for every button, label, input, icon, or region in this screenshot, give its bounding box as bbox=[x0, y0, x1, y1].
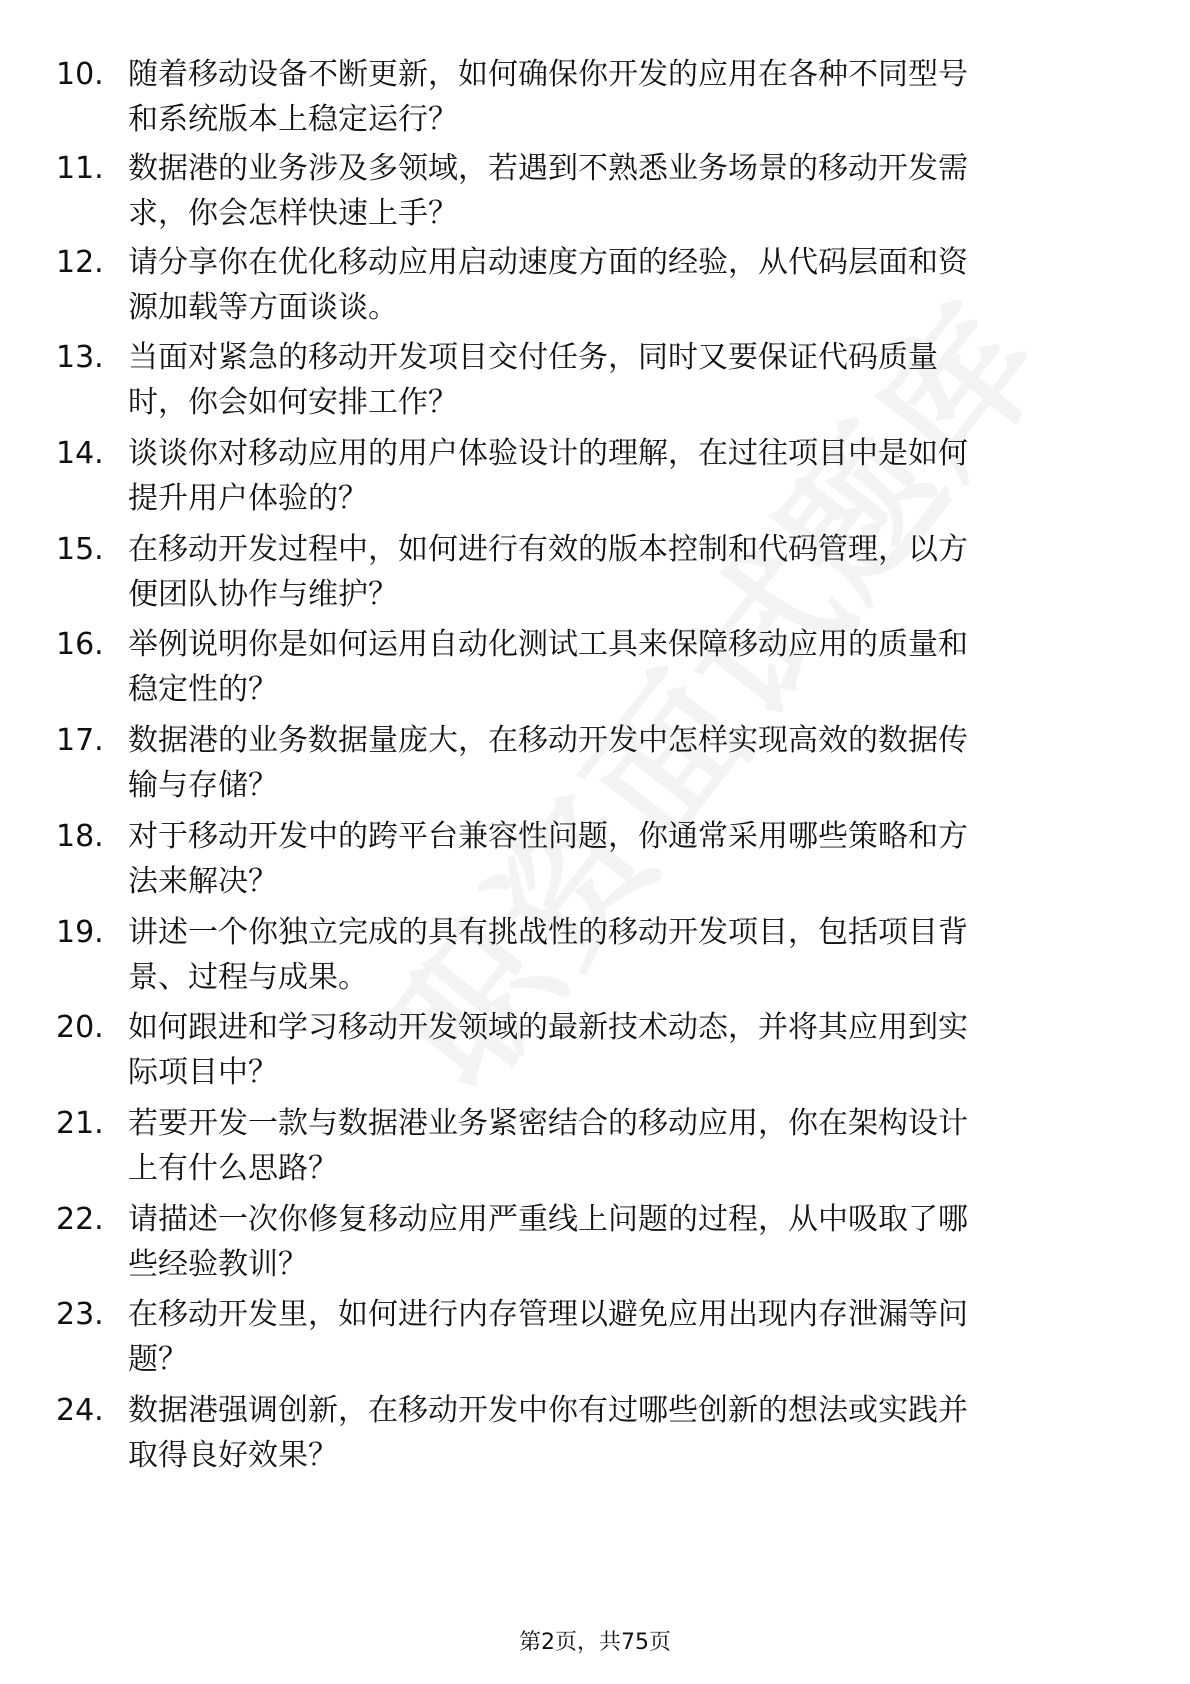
question-number: 18. bbox=[56, 819, 104, 854]
question-text-line: 题？ bbox=[128, 1342, 188, 1377]
question-text bbox=[128, 910, 1188, 1000]
question-text bbox=[128, 1388, 1188, 1478]
question-text-line: 景、过程与成果。 bbox=[128, 960, 368, 995]
question-item bbox=[56, 1388, 1116, 1478]
question-number: 15. bbox=[56, 532, 104, 567]
question-item bbox=[56, 622, 1116, 712]
question-text-line: 便团队协作与维护？ bbox=[128, 577, 398, 612]
question-text bbox=[128, 622, 1188, 712]
question-text bbox=[128, 1101, 1188, 1191]
page-footer: 第2页，共75页 bbox=[519, 1630, 671, 1655]
question-number: 21. bbox=[56, 1106, 104, 1141]
question-text-line: 谈谈你对移动应用的用户体验设计的理解，在过往项目中是如何 bbox=[128, 436, 968, 471]
question-text-line: 些经验教训？ bbox=[128, 1247, 308, 1282]
question-text-line: 在移动开发里，如何进行内存管理以避免应用出现内存泄漏等问 bbox=[128, 1297, 968, 1332]
question-item bbox=[56, 431, 1116, 521]
question-text-line: 举例说明你是如何运用自动化测试工具来保障移动应用的质量和 bbox=[128, 627, 968, 662]
question-item bbox=[56, 1292, 1116, 1382]
question-text-line: 上有什么思路？ bbox=[128, 1151, 338, 1186]
question-text-line: 取得良好效果？ bbox=[128, 1438, 338, 1473]
question-text bbox=[128, 431, 1188, 521]
question-text-line: 当面对紧急的移动开发项目交付任务，同时又要保证代码质量 bbox=[128, 340, 938, 375]
question-text-line: 法来解决？ bbox=[128, 864, 278, 899]
question-text bbox=[128, 1197, 1188, 1287]
question-number: 16. bbox=[56, 627, 104, 662]
question-text-line: 时，你会如何安排工作？ bbox=[128, 385, 458, 420]
question-number: 13. bbox=[56, 340, 104, 375]
question-text-line: 请分享你在优化移动应用启动速度方面的经验，从代码层面和资 bbox=[128, 245, 968, 280]
question-text-line: 在移动开发过程中，如何进行有效的版本控制和代码管理，以方 bbox=[128, 532, 968, 567]
question-text-line: 对于移动开发中的跨平台兼容性问题，你通常采用哪些策略和方 bbox=[128, 819, 968, 854]
question-item bbox=[56, 814, 1116, 904]
question-item bbox=[56, 335, 1116, 425]
question-text-line: 如何跟进和学习移动开发领域的最新技术动态，并将其应用到实 bbox=[128, 1010, 968, 1045]
question-number: 20. bbox=[56, 1010, 104, 1045]
question-text-line: 讲述一个你独立完成的具有挑战性的移动开发项目，包括项目背 bbox=[128, 915, 968, 950]
question-text bbox=[128, 814, 1188, 904]
question-text-line: 数据港的业务涉及多领域，若遇到不熟悉业务场景的移动开发需 bbox=[128, 151, 968, 186]
question-text-line: 求，你会怎样快速上手？ bbox=[128, 196, 458, 231]
question-number: 23. bbox=[56, 1297, 104, 1332]
question-number: 11. bbox=[56, 151, 104, 186]
question-text bbox=[128, 1292, 1188, 1382]
question-text bbox=[128, 52, 1188, 142]
question-item bbox=[56, 240, 1116, 330]
question-text bbox=[128, 240, 1188, 330]
question-item bbox=[56, 146, 1116, 236]
question-item bbox=[56, 52, 1116, 142]
question-text-line: 和系统版本上稳定运行？ bbox=[128, 102, 458, 137]
question-item bbox=[56, 910, 1116, 1000]
question-number: 12. bbox=[56, 245, 104, 280]
question-text-line: 请描述一次你修复移动应用严重线上问题的过程，从中吸取了哪 bbox=[128, 1202, 968, 1237]
question-text bbox=[128, 146, 1188, 236]
question-text bbox=[128, 527, 1188, 617]
question-text-line: 际项目中？ bbox=[128, 1055, 278, 1090]
question-number: 22. bbox=[56, 1202, 104, 1237]
question-number: 24. bbox=[56, 1393, 104, 1428]
question-text-line: 稳定性的？ bbox=[128, 672, 278, 707]
question-item bbox=[56, 718, 1116, 808]
question-number: 19. bbox=[56, 915, 104, 950]
question-number: 17. bbox=[56, 723, 104, 758]
question-item bbox=[56, 1005, 1116, 1095]
question-text-line: 输与存储？ bbox=[128, 768, 278, 803]
question-item bbox=[56, 527, 1116, 617]
question-item bbox=[56, 1101, 1116, 1191]
question-text-line: 若要开发一款与数据港业务紧密结合的移动应用，你在架构设计 bbox=[128, 1106, 968, 1141]
question-text-line: 数据港的业务数据量庞大，在移动开发中怎样实现高效的数据传 bbox=[128, 723, 968, 758]
question-text bbox=[128, 335, 1188, 425]
question-text-line: 提升用户体验的？ bbox=[128, 481, 368, 516]
question-text-line: 源加载等方面谈谈。 bbox=[128, 290, 398, 325]
question-text bbox=[128, 1005, 1188, 1095]
question-item bbox=[56, 1197, 1116, 1287]
question-number: 14. bbox=[56, 436, 104, 471]
question-number: 10. bbox=[56, 57, 104, 92]
question-text-line: 随着移动设备不断更新，如何确保你开发的应用在各种不同型号 bbox=[128, 57, 968, 92]
question-text-line: 数据港强调创新，在移动开发中你有过哪些创新的想法或实践并 bbox=[128, 1393, 968, 1428]
question-text bbox=[128, 718, 1188, 808]
